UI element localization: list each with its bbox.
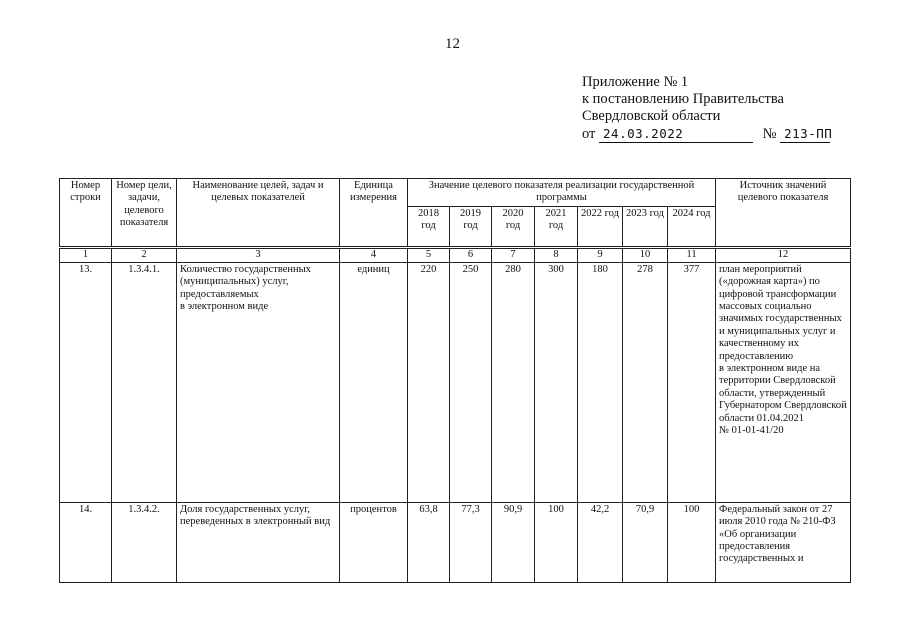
goal-number: 1.3.4.1.: [112, 262, 177, 502]
page-number: 12: [445, 36, 460, 52]
column-number: 3: [177, 248, 340, 262]
value-2024: 377: [668, 262, 716, 502]
header-year: 2023 год: [623, 206, 668, 246]
from-label: от: [582, 126, 596, 142]
appendix-date-number-line: [582, 125, 833, 143]
indicator-source: Федеральный закон от 27 июля 2010 года № 210-ФЗ «Об организации предоставления государственных и: [716, 502, 851, 582]
header-row: [60, 179, 851, 207]
header-values-group: Значение целевого показателя реализации государственной программы: [408, 179, 716, 207]
value-2023: 70,9: [623, 502, 668, 582]
decree-date: 24.03.2022: [599, 125, 753, 143]
column-number: 8: [535, 248, 578, 262]
row-number: 13.: [60, 262, 112, 502]
value-2019: 77,3: [450, 502, 492, 582]
column-number: 4: [340, 248, 408, 262]
column-number: 9: [578, 248, 623, 262]
value-2023: 278: [623, 262, 668, 502]
value-2020: 280: [492, 262, 535, 502]
column-number: 10: [623, 248, 668, 262]
goal-number: 1.3.4.2.: [112, 502, 177, 582]
column-number: 5: [408, 248, 450, 262]
value-2018: 220: [408, 262, 450, 502]
column-number: 6: [450, 248, 492, 262]
indicator-source: план мероприятий («дорожная карта») по цифровой трансформации массовых социально значимых государственных и муниципальных услуг и качественному их предоставлению в электронном виде на территории Свердловской области, утвержденный Губернатором Свердловской области 01.04.2021 № 01-01-41/20: [716, 262, 851, 502]
column-number: 2: [112, 248, 177, 262]
value-2020: 90,9: [492, 502, 535, 582]
header-unit: Единица измерения: [340, 179, 408, 247]
value-2022: 180: [578, 262, 623, 502]
appendix-decree-line: к постановлению Правительства: [582, 91, 784, 107]
appendix-region-line: Свердловской области: [582, 108, 721, 124]
value-2019: 250: [450, 262, 492, 502]
number-label: №: [762, 126, 777, 142]
value-2021: 100: [535, 502, 578, 582]
column-number: 7: [492, 248, 535, 262]
value-2018: 63,8: [408, 502, 450, 582]
header-year: 2020 год: [492, 206, 535, 246]
value-2022: 42,2: [578, 502, 623, 582]
appendix-block: [582, 74, 833, 143]
header-year: 2022 год: [578, 206, 623, 246]
column-number: 12: [716, 248, 851, 262]
header-goal-number: Номер цели, задачи, целевого показателя: [112, 179, 177, 247]
table-row: [60, 262, 851, 502]
row-number: 14.: [60, 502, 112, 582]
column-number: 11: [668, 248, 716, 262]
value-2021: 300: [535, 262, 578, 502]
value-2024: 100: [668, 502, 716, 582]
header-row-number: Номер строки: [60, 179, 112, 247]
header-year: 2018 год: [408, 206, 450, 246]
header-year: 2024 год: [668, 206, 716, 246]
indicator-unit: единиц: [340, 262, 408, 502]
decree-number: 213-ПП: [780, 125, 830, 143]
column-number: 1: [60, 248, 112, 262]
indicator-name: Доля государственных услуг, переведенных в электронный вид: [177, 502, 340, 582]
indicators-table: [59, 178, 851, 583]
header-year: 2019 год: [450, 206, 492, 246]
column-numbers-row: [60, 248, 851, 262]
header-source: Источник значений целевого показателя: [716, 179, 851, 247]
indicator-unit: процентов: [340, 502, 408, 582]
indicator-name: Количество государственных (муниципальных) услуг, предоставляемых в электронном виде: [177, 262, 340, 502]
table-row: [60, 502, 851, 582]
header-name: Наименование целей, задач и целевых показателей: [177, 179, 340, 247]
appendix-title: Приложение № 1: [582, 74, 689, 90]
header-year: 2021 год: [535, 206, 578, 246]
